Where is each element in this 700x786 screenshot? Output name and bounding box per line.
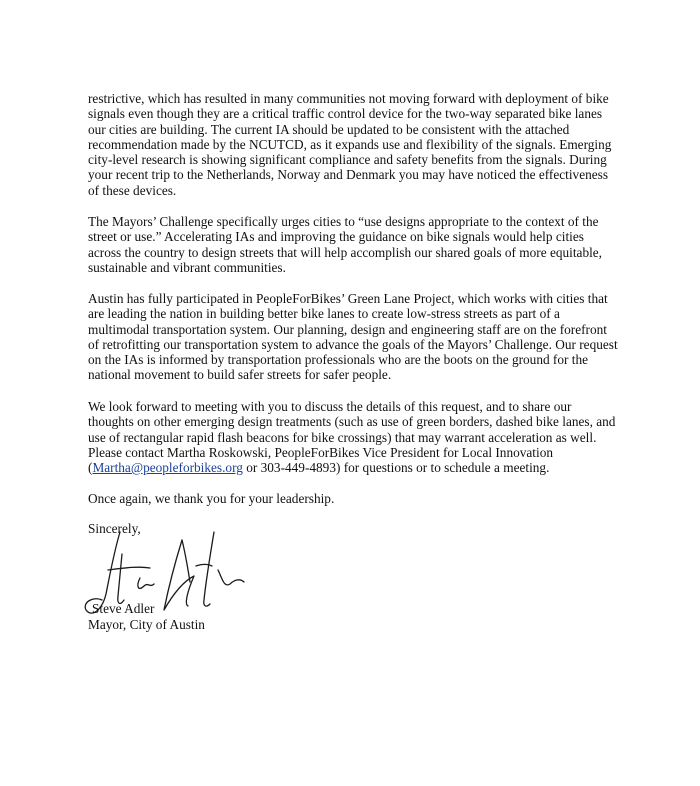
body-paragraph-3: Austin has fully participated in PeopleForBikes’ Green Lane Project, which works with cities that are leading the nation in building better bike lanes to create low-stress streets as part of a multimodal transportation system. Our planning, design and engineering staff are on the forefront of retrofitting our transportation system to advance the goals of the Mayors’ Challenge. Our request on the IAs is informed by transportation professionals who are the boots on the ground for the national movement to build safer streets for safer people.: [88, 291, 618, 383]
body-paragraph-1: restrictive, which has resulted in many communities not moving forward with deployment of bike signals even though they are a critical traffic control device for the two-way separated bike lanes our cities are building. The current IA should be updated to be consistent with the attached recommendation made by the NCUTCD, as it expands use and flexibility of the signals. Emerging city-level research is showing significant compliance and safety benefits from the signals. During your recent trip to the Netherlands, Norway and Denmark you may have noticed the effectiveness of these devices.: [88, 91, 612, 198]
contact-text-before: We look forward to meeting with you to discuss the details of this request, and to share our thoughts on other emerging design treatments (such as use of green borders, dashed bike lanes, and use of rectangular rapid flash beacons for bike crossings) that may warrant acceleration as well. Please contact Martha Roskowski, PeopleForBikes Vice President for Local Innovation (: [88, 399, 616, 476]
contact-paragraph: [88, 399, 618, 475]
body-paragraph-2: The Mayors’ Challenge specifically urges cities to “use designs appropriate to the context of the street or use.” Accelerating IAs and improving the guidance on bike signals would help cities across the country to design streets that will help accomplish our shared goals of more equitable, sustainable and vibrant communities.: [88, 214, 603, 275]
sign-off: Sincerely,: [88, 521, 141, 536]
contact-text-after: or 303-449-4893) for questions or to schedule a meeting.: [242, 460, 550, 476]
email-link[interactable]: Martha@peopleforbikes.org: [92, 460, 243, 476]
signer-title: Mayor, City of Austin: [88, 617, 205, 632]
closing-paragraph: Once again, we thank you for your leadership.: [88, 491, 335, 506]
signer-name: Steve Adler: [92, 601, 155, 616]
